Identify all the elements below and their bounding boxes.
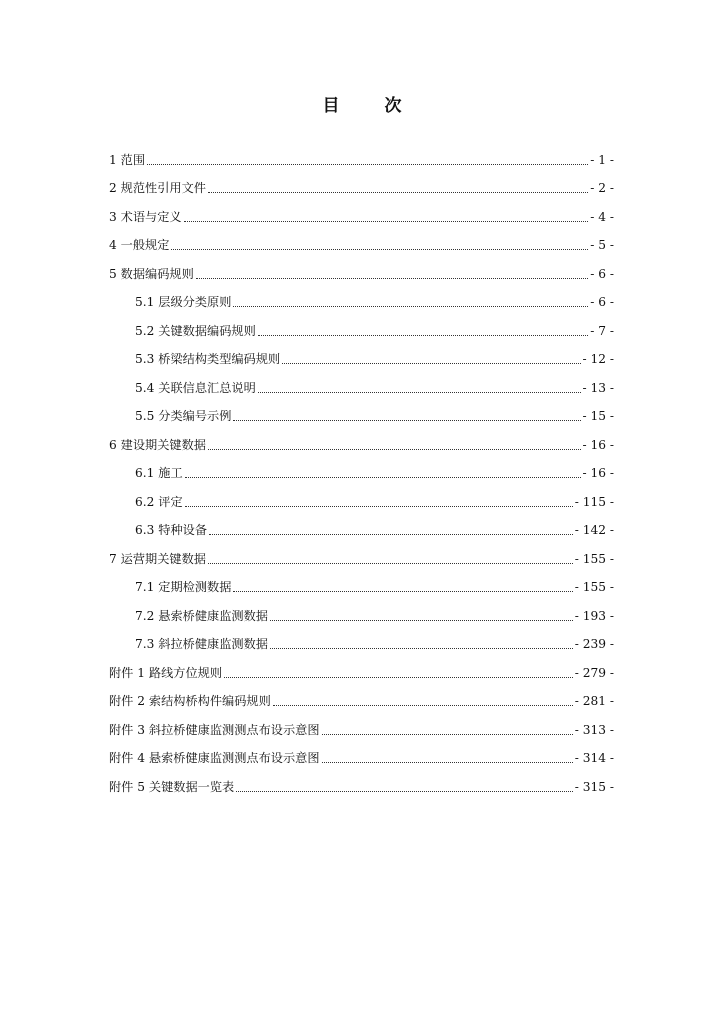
toc-entry-label: 7.1 定期检测数据	[135, 580, 232, 594]
toc-entry-label: 5.3 桥梁结构类型编码规则	[135, 352, 281, 366]
toc-entry[interactable]	[109, 483, 614, 512]
toc-entry-page-number: - 1 -	[590, 152, 614, 167]
toc-entry-label: 5.1 层级分类原则	[135, 295, 232, 309]
toc-entry-label: 5.5 分类编号示例	[135, 409, 232, 423]
toc-entry-page-number: - 239 -	[574, 637, 614, 651]
toc-dot-leader	[233, 419, 580, 421]
toc-entry-page-number: - 5 -	[590, 238, 614, 252]
toc-entry[interactable]	[109, 141, 614, 170]
toc-entry-page-number: - 155 -	[574, 551, 614, 566]
toc-dot-leader	[322, 733, 573, 735]
toc-entry-label: 附件 5 关键数据一览表	[109, 779, 235, 794]
toc-entry-label: 7 运营期关键数据	[109, 551, 206, 566]
table-of-contents	[109, 141, 614, 797]
toc-entry-page-number: - 142 -	[574, 523, 614, 537]
toc-entry-page-number: - 2 -	[590, 181, 614, 195]
toc-dot-leader	[171, 248, 588, 250]
toc-entry-page-number: - 15 -	[582, 409, 614, 423]
toc-entry-label: 附件 3 斜拉桥健康监测测点布设示意图	[109, 722, 320, 737]
toc-entry-page-number: - 193 -	[574, 608, 614, 623]
toc-entry-label: 5.4 关联信息汇总说明	[135, 380, 256, 395]
toc-entry-page-number: - 7 -	[590, 323, 614, 338]
toc-entry-page-number: - 16 -	[582, 466, 614, 480]
toc-entry-label: 1 范围	[109, 152, 146, 167]
toc-entry-page-number: - 16 -	[582, 437, 614, 452]
toc-dot-leader	[273, 704, 573, 706]
toc-entry-page-number: - 6 -	[590, 295, 614, 309]
toc-entry-label: 附件 2 索结构桥构件编码规则	[109, 694, 271, 708]
toc-dot-leader	[258, 334, 588, 336]
toc-entry-page-number: - 13 -	[582, 380, 614, 395]
toc-entry[interactable]	[109, 768, 614, 797]
toc-entry[interactable]	[109, 369, 614, 398]
toc-entry-page-number: - 313 -	[574, 722, 614, 737]
toc-dot-leader	[209, 533, 573, 535]
toc-dot-leader	[224, 676, 573, 678]
toc-entry-label: 6.3 特种设备	[135, 523, 208, 537]
toc-dot-leader	[184, 220, 589, 222]
toc-dot-leader	[270, 647, 573, 649]
toc-entry-label: 5 数据编码规则	[109, 266, 194, 281]
toc-entry[interactable]	[109, 597, 614, 626]
toc-entry[interactable]	[109, 284, 614, 313]
toc-entry[interactable]	[109, 512, 614, 541]
toc-entry[interactable]	[109, 341, 614, 370]
toc-entry[interactable]	[109, 540, 614, 569]
toc-entry-label: 5.2 关键数据编码规则	[135, 323, 256, 338]
toc-entry-page-number: - 115 -	[574, 494, 614, 509]
toc-dot-leader	[147, 163, 588, 165]
toc-dot-leader	[208, 191, 588, 193]
toc-entry-page-number: - 315 -	[574, 779, 614, 794]
toc-entry-page-number: - 12 -	[582, 352, 614, 366]
toc-entry[interactable]	[109, 312, 614, 341]
toc-entry[interactable]	[109, 170, 614, 199]
toc-entry-page-number: - 281 -	[574, 694, 614, 708]
toc-entry[interactable]	[109, 683, 614, 712]
toc-dot-leader	[196, 277, 588, 279]
toc-dot-leader	[282, 362, 580, 364]
toc-entry[interactable]	[109, 740, 614, 769]
toc-dot-leader	[233, 590, 572, 592]
toc-dot-leader	[233, 305, 588, 307]
toc-entry[interactable]	[109, 711, 614, 740]
toc-entry-page-number: - 314 -	[574, 751, 614, 765]
toc-entry-label: 2 规范性引用文件	[109, 181, 206, 195]
toc-entry[interactable]	[109, 198, 614, 227]
toc-entry[interactable]	[109, 569, 614, 598]
toc-entry[interactable]	[109, 626, 614, 655]
toc-entry-label: 6 建设期关键数据	[109, 437, 206, 452]
toc-dot-leader	[236, 790, 573, 792]
toc-entry[interactable]	[109, 455, 614, 484]
toc-entry[interactable]	[109, 255, 614, 284]
toc-entry-page-number: - 6 -	[590, 266, 614, 281]
toc-entry[interactable]	[109, 426, 614, 455]
toc-entry-page-number: - 279 -	[574, 665, 614, 680]
page-title: 目 次	[322, 96, 416, 116]
toc-dot-leader	[185, 505, 573, 507]
toc-entry-label: 6.1 施工	[135, 466, 183, 480]
toc-entry-page-number: - 155 -	[574, 580, 614, 594]
toc-entry-label: 附件 1 路线方位规则	[109, 665, 223, 680]
toc-entry[interactable]	[109, 654, 614, 683]
toc-dot-leader	[270, 619, 573, 621]
toc-entry[interactable]	[109, 398, 614, 427]
toc-entry-label: 6.2 评定	[135, 494, 183, 509]
toc-dot-leader	[208, 448, 581, 450]
toc-entry-label: 3 术语与定义	[109, 209, 182, 224]
toc-entry-label: 4 一般规定	[109, 238, 170, 252]
toc-dot-leader	[322, 761, 573, 763]
toc-entry[interactable]	[109, 227, 614, 256]
toc-dot-leader	[208, 562, 573, 564]
toc-entry-label: 7.2 悬索桥健康监测数据	[135, 608, 268, 623]
toc-entry-label: 7.3 斜拉桥健康监测数据	[135, 637, 268, 651]
toc-entry-label: 附件 4 悬索桥健康监测测点布设示意图	[109, 751, 320, 765]
toc-dot-leader	[258, 391, 581, 393]
toc-entry-page-number: - 4 -	[590, 209, 614, 224]
toc-dot-leader	[185, 476, 581, 478]
